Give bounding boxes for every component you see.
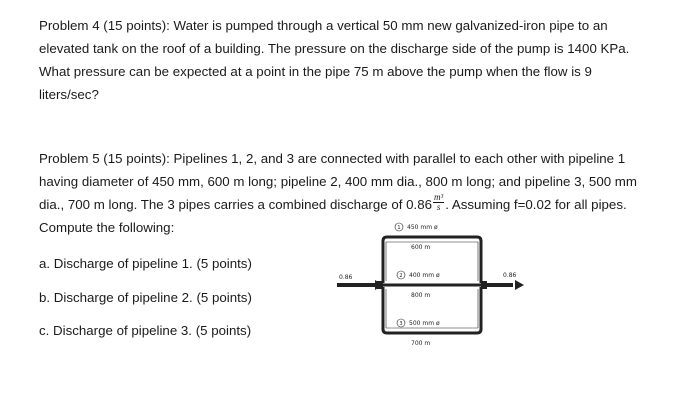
inflow-label: 0.86 xyxy=(339,274,353,281)
pipe-2-length: 800 m xyxy=(411,292,431,299)
pipe-2-number: 2 xyxy=(399,273,403,279)
outflow-arrow-icon xyxy=(515,280,524,290)
problem-4-paragraph xyxy=(39,14,659,106)
problem-4-line: elevated tank on the roof of a building. The pressure on the discharge side of the pump is 1400 KPa. xyxy=(39,41,630,56)
problem-4-line: Problem 4 (15 points): Water is pumped through a vertical 50 mm new galvanized-iron pipe to an xyxy=(39,18,608,33)
question-b: b. Discharge of pipeline 2. (5 points) xyxy=(39,290,252,305)
discharge-unit-fraction xyxy=(433,193,444,212)
question-a: a. Discharge of pipeline 1. (5 points) xyxy=(39,256,252,271)
pipe-3-number: 3 xyxy=(399,321,403,327)
pipe-1-number: 1 xyxy=(397,225,401,231)
problem-5-line3-end: . Assuming f=0.02 for all pipes. xyxy=(445,197,627,212)
problem-5-line3-start: dia., 700 m long. The 3 pipes carries a combined discharge of 0.86 xyxy=(39,197,432,212)
pipe-3-length: 700 m xyxy=(411,340,431,347)
problem-5-line: having diameter of 450 mm, 600 m long; pipeline 2, 400 mm dia., 800 m long; and pipeline 3, 500 mm xyxy=(39,174,637,189)
pipe-3-diameter: 500 mm ø xyxy=(409,320,440,327)
pipe-2-diameter: 400 mm ø xyxy=(409,272,440,279)
unit-denominator: s xyxy=(436,201,441,212)
problem-5-line xyxy=(39,193,669,216)
parallel-pipes-diagram xyxy=(335,215,525,365)
unit-numerator: m³ xyxy=(434,191,444,202)
problem-5-line: Compute the following: xyxy=(39,220,175,235)
outflow-label: 0.86 xyxy=(503,272,517,279)
problem-4-line: What pressure can be expected at a point in the pipe 75 m above the pump when the flow is 9 xyxy=(39,64,592,79)
pipe-1-length: 600 m xyxy=(411,244,431,251)
problem-4-line: liters/sec? xyxy=(39,87,99,102)
question-c: c. Discharge of pipeline 3. (5 points) xyxy=(39,323,252,338)
pipe-1-diameter: 450 mm ø xyxy=(407,224,438,231)
problem-5-line: Problem 5 (15 points): Pipelines 1, 2, and 3 are connected with parallel to each other with pipeline 1 xyxy=(39,151,626,166)
